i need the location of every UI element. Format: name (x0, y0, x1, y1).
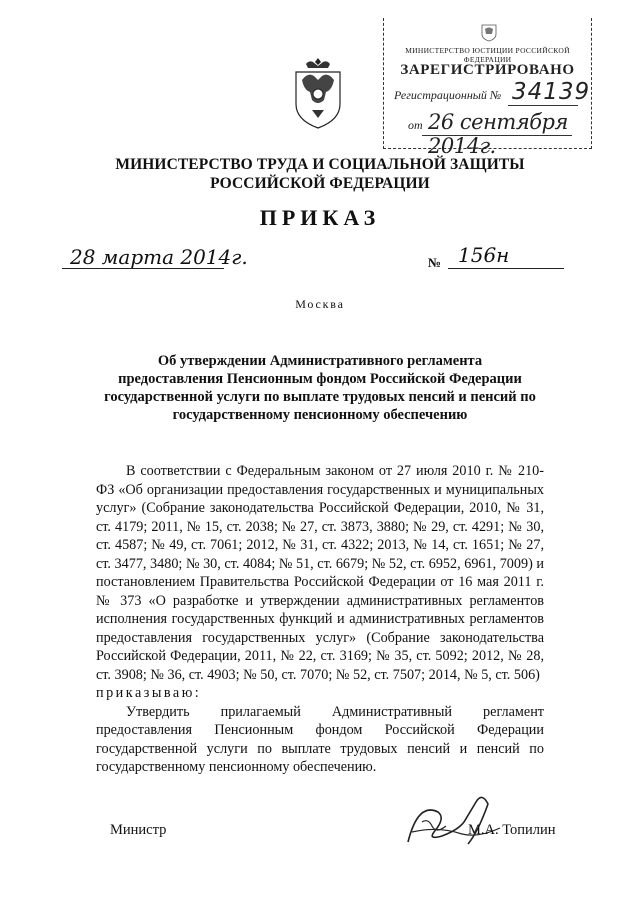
signatory-title: Министр (110, 822, 167, 838)
coat-of-arms-icon (292, 50, 344, 130)
signatory-name: М.А. Топилин (468, 822, 556, 838)
preamble-paragraph: В соответствии с Федеральным законом от 27 июля 2010 г. № 210-ФЗ «Об организации предоставления государственных и муниципальных услуг» (Собрание законодательства Российской Федерации, 2010, № 31, ст. 4179; 2011, № 15, ст. 2038; № 27, ст. 3873, 3880; № 29, ст. 4291; № 30, ст. 4587; № 49, ст. 7061; 2012, № 31, ст. 4322; 2013, № 14, ст. 1651; № 27, ст. 3477, 3480; № 30, ст. 4084; № 51, ст. 6679; № 52, ст. 6952, 6961, 7009) и постановлением Правительства Российской Федерации от 16 мая 2011 г. № 373 «О разработке и утверждении административных регламентов исполнения государственных функций и административных регламентов предоставления государственных услуг» (Собрание законодательства Российской Федерации, 2011, № 22, ст. 3169; № 35, ст. 5092; 2012, № 28, ст. 3908; № 36, ст. 4903; № 50, ст. 7070; № 52, ст. 7507; 2014, № 5, ст. 506) (96, 463, 544, 683)
ministry-line-1: МИНИСТЕРСТВО ТРУДА И СОЦИАЛЬНОЙ ЗАЩИТЫ (115, 156, 525, 173)
order-subject (100, 352, 540, 424)
order-number-prefix: № (428, 255, 442, 270)
order-number-underline (448, 268, 564, 269)
stamp-date-prefix: от (408, 118, 423, 132)
stamp-reg-number: 34139 (512, 79, 591, 105)
subject-line-2: предоставления Пенсионным фондом Российской Федерации (118, 371, 522, 387)
ministry-line-2: РОССИЙСКОЙ ФЕДЕРАЦИИ (210, 175, 430, 192)
subject-line-3: государственной услуги по выплате трудовых пенсий и пенсий по (104, 389, 536, 405)
subject-line-1: Об утверждении Административного регламента (157, 353, 483, 369)
stamp-number-underline (508, 105, 578, 106)
ministry-name (0, 155, 640, 193)
order-date: 28 марта 2014г. (70, 245, 248, 269)
order-number: 156н (458, 243, 510, 267)
order-date-underline (62, 268, 224, 269)
order-body (96, 462, 544, 777)
handwritten-signature-icon (398, 782, 508, 858)
stamp-title: ЗАРЕГИСТРИРОВАНО (400, 62, 575, 78)
order-item: Утвердить прилагаемый Административный регламент предоставления Пенсионным фондом Российской Федерации государственной услуги по выплате трудовых пенсий и пенсий по государственному пенсионному обеспечению. (96, 703, 544, 775)
stamp-reg-label: Регистрационный № (394, 88, 502, 102)
stamp-date-underline (422, 135, 572, 136)
registration-stamp (383, 18, 592, 158)
stamp-ministry: МИНИСТЕРСТВО ЮСТИЦИИ РОССИЙСКОЙ ФЕДЕРАЦИИ (405, 46, 570, 64)
stamp-emblem-icon (480, 20, 498, 42)
order-city: Москва (295, 297, 345, 311)
stamp-date: 26 сентября 2014г. (428, 110, 568, 158)
document-type: ПРИКАЗ (259, 205, 381, 230)
order-word: приказываю: (96, 685, 202, 701)
subject-line-4: государственному пенсионному обеспечению (172, 407, 468, 423)
